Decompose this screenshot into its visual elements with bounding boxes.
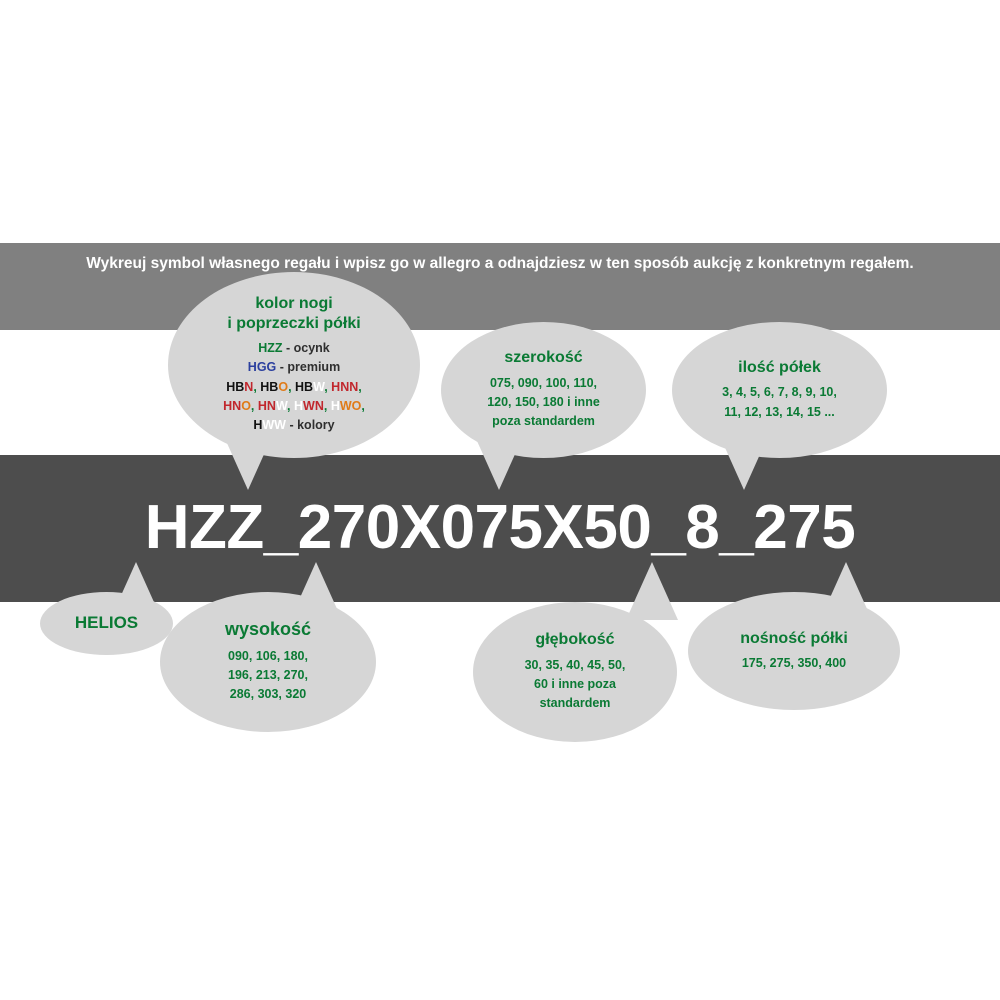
bubble-kolor-nogi-body <box>223 339 365 436</box>
bubble-kolor-nogi-title-line1: kolor nogi <box>255 295 333 313</box>
bubble-nosnosc-polki <box>688 592 900 710</box>
ilosc-polek-line-2: 11, 12, 13, 14, 15 ... <box>724 404 835 419</box>
bubble-glebokosc-title: głębokość <box>535 631 615 649</box>
bubble-nosnosc-polki-body <box>742 654 846 673</box>
bubble-ilosc-polek <box>672 322 887 458</box>
bubble-wysokosc <box>160 592 376 732</box>
bubble-wysokosc-title: wysokość <box>224 619 312 640</box>
bubble-szerokosc-title: szerokość <box>504 349 583 367</box>
bubble-szerokosc <box>441 322 646 458</box>
bubble-glebokosc <box>473 602 677 742</box>
wysokosc-line-1: 090, 106, 180, <box>228 648 308 663</box>
bubble-szerokosc-body <box>487 374 600 432</box>
glebokosc-line-2: 60 i inne poza <box>534 676 616 691</box>
glebokosc-tail <box>626 562 678 620</box>
szerokosc-line-2: 120, 150, 180 i inne <box>487 394 600 409</box>
bubble-helios <box>40 592 173 655</box>
product-code: HZZ_270X075X50_8_275 <box>144 493 856 562</box>
wysokosc-line-2: 196, 213, 270, <box>228 668 308 683</box>
bubble-kolor-nogi-title-line2: i poprzeczki półki <box>227 314 361 332</box>
kolor-line-2: HGG - premium <box>247 360 341 375</box>
szerokosc-line-1: 075, 090, 100, 110, <box>489 375 598 390</box>
glebokosc-line-3: standardem <box>539 696 611 711</box>
nosnosc-polki-line-1: 175, 275, 350, 400 <box>741 655 847 670</box>
header-instruction: Wykreuj symbol własnego regału i wpisz go w allegro a odnajdziesz w ten sposób aukcję z konkretnym regałem. <box>86 255 914 272</box>
kolor-line-3: HBN, HBO, HBW, HNN, <box>226 379 362 394</box>
bubble-kolor-nogi-title <box>227 294 360 332</box>
bubble-helios-title: HELIOS <box>74 613 139 633</box>
bubble-wysokosc-body <box>228 647 308 705</box>
ilosc-polek-line-1: 3, 4, 5, 6, 7, 8, 9, 10, <box>722 385 837 400</box>
bubble-nosnosc-polki-title: nośność półki <box>740 629 848 647</box>
bubble-ilosc-polek-body <box>722 383 837 422</box>
kolor-line-4: HNO, HNW, HWN, HWO, <box>223 398 365 413</box>
bubble-glebokosc-body <box>525 656 626 714</box>
kolor-line-5: HWW - kolory <box>253 418 335 433</box>
szerokosc-line-3: poza standardem <box>492 414 595 429</box>
glebokosc-line-1: 30, 35, 40, 45, 50, <box>524 657 626 672</box>
kolor-line-1: HZZ - ocynk <box>258 340 330 355</box>
wysokosc-line-3: 286, 303, 320 <box>229 687 307 702</box>
bubble-kolor-nogi <box>168 272 420 458</box>
bubble-ilosc-polek-title: ilość półek <box>738 359 821 377</box>
